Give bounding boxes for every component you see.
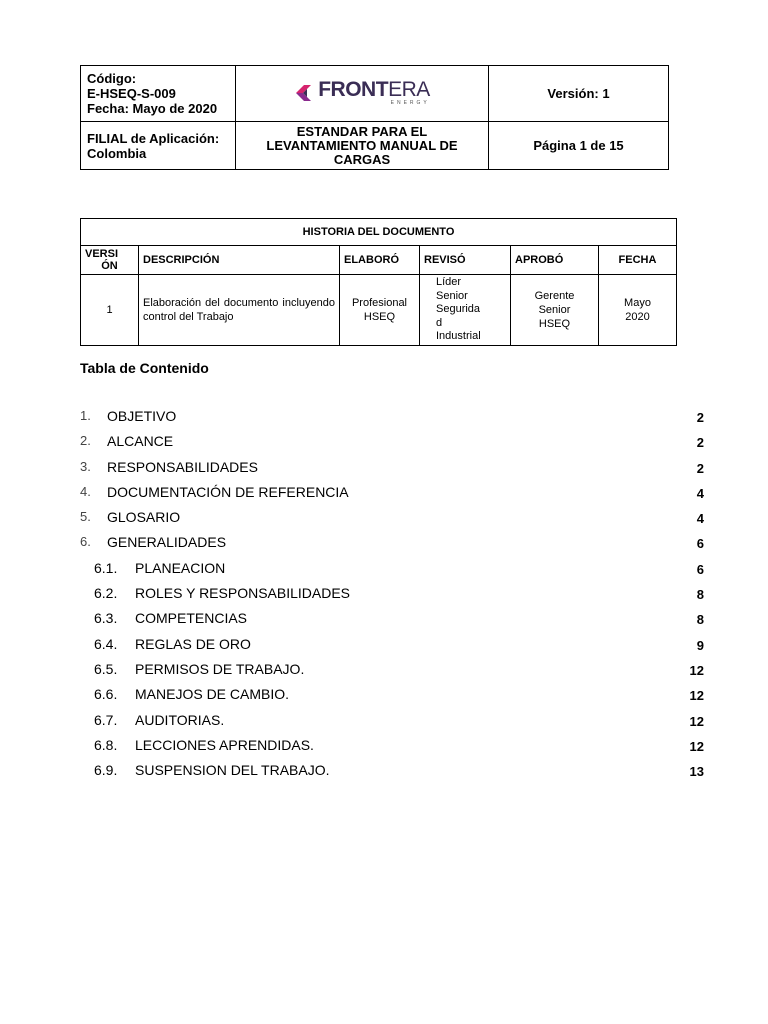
- filial-label: FILIAL de Aplicación:: [87, 130, 220, 146]
- toc-entry-label: OBJETIVO: [107, 408, 177, 424]
- toc-entry-label: RESPONSABILIDADES: [107, 458, 258, 475]
- row-reviso-line-5: Industrial: [436, 330, 481, 343]
- logo-cell: [236, 66, 489, 122]
- toc-entry-page: 13: [689, 764, 704, 780]
- row-descripcion: Elaboración del documento incluyendo control del Trabajo: [139, 275, 340, 346]
- toc-entry[interactable]: [80, 760, 704, 785]
- codigo-value: E-HSEQ-S-009: [87, 86, 176, 101]
- col-descripcion: DESCRIPCIÓN: [139, 246, 340, 275]
- frontera-logo-icon: [294, 83, 314, 103]
- toc-entry-page: 6: [696, 536, 704, 552]
- col-version-line-1: VERSI: [85, 248, 119, 260]
- row-reviso: [420, 275, 511, 346]
- toc-entry-number: 6.1.: [94, 559, 118, 576]
- toc-entry-number: 6.9.: [94, 762, 118, 779]
- toc-entry-number: 2.: [80, 433, 91, 449]
- toc-entry-label: PERMISOS DE TRABAJO.: [135, 660, 305, 677]
- toc-entry[interactable]: [80, 684, 704, 709]
- row-aprobo-line-2: Senior: [538, 304, 571, 316]
- toc-entry-page: 9: [696, 637, 704, 653]
- toc-entry-page: 2: [696, 410, 704, 425]
- row-aprobo-line-3: HSEQ: [538, 318, 571, 330]
- version-text: Versión: 1: [547, 86, 610, 101]
- toc-entry[interactable]: [80, 710, 704, 735]
- toc-entry-page: 2: [696, 460, 704, 476]
- toc-entry-label: DOCUMENTACIÓN DE REFERENCIA: [107, 483, 349, 500]
- toc-entry-number: 6.8.: [94, 736, 118, 753]
- toc-entry-number: 4.: [80, 483, 91, 499]
- toc-entry[interactable]: [80, 406, 704, 431]
- toc-entry-page: 6: [696, 561, 704, 577]
- toc-entry-label: PLANEACION: [135, 559, 226, 576]
- filial-cell: [81, 122, 236, 170]
- col-version: [81, 246, 139, 275]
- toc-entry[interactable]: [80, 659, 704, 684]
- row-aprobo: [511, 275, 599, 346]
- row-elaboro: [340, 275, 420, 346]
- toc-entry-label: SUSPENSION DEL TRABAJO.: [135, 762, 330, 779]
- logo-word-a: FRONT: [318, 78, 389, 102]
- toc-entry-number: 6.: [80, 534, 91, 550]
- toc-entry-page: 12: [689, 662, 704, 678]
- toc-entry-label: COMPETENCIAS: [135, 610, 248, 627]
- history-title: HISTORIA DEL DOCUMENTO: [81, 219, 677, 246]
- table-of-contents: [80, 406, 704, 785]
- pagina-text: Página 1 de 15: [533, 138, 624, 153]
- toc-entry-label: LECCIONES APRENDIDAS.: [135, 736, 314, 753]
- toc-entry-label: MANEJOS DE CAMBIO.: [135, 686, 290, 703]
- toc-entry-number: 5.: [80, 509, 91, 525]
- toc-entry-label: ROLES Y RESPONSABILIDADES: [135, 585, 351, 602]
- toc-entry[interactable]: [80, 532, 704, 557]
- row-version: 1: [81, 275, 139, 346]
- title-line-3: CARGAS: [333, 151, 391, 167]
- document-header-table: [80, 65, 669, 170]
- row-reviso-line-1: Líder: [436, 276, 462, 289]
- toc-entry-page: 12: [689, 688, 704, 704]
- row-reviso-line-4: d: [436, 316, 443, 329]
- row-elaboro-line-1: Profesional: [351, 297, 408, 309]
- logo-word-b: ERA: [388, 78, 430, 102]
- toc-entry[interactable]: [80, 583, 704, 608]
- col-reviso: REVISÓ: [420, 246, 511, 275]
- toc-entry-page: 4: [696, 511, 704, 527]
- row-elaboro-line-2: HSEQ: [363, 311, 396, 323]
- frontera-logo: [294, 79, 430, 106]
- toc-entry[interactable]: [80, 558, 704, 583]
- toc-entry-label: GLOSARIO: [107, 509, 181, 526]
- toc-entry[interactable]: [80, 634, 704, 659]
- row-fecha-line-1: Mayo: [624, 297, 651, 309]
- toc-entry-label: REGLAS DE ORO: [135, 635, 251, 652]
- toc-entry-page: 8: [696, 587, 704, 603]
- col-fecha: FECHA: [599, 246, 677, 275]
- toc-entry-page: 12: [689, 738, 704, 754]
- toc-entry[interactable]: [80, 507, 704, 532]
- row-fecha: [599, 275, 677, 346]
- document-title-cell: [236, 122, 489, 170]
- pagina-cell: [489, 122, 669, 170]
- toc-entry-page: 2: [696, 435, 704, 451]
- col-aprobo: APROBÓ: [511, 246, 599, 275]
- logo-subtitle: ENERGY: [390, 100, 430, 107]
- col-version-line-2: ÓN: [101, 260, 118, 272]
- toc-entry-label: AUDITORIAS.: [135, 711, 225, 728]
- row-fecha-line-2: 2020: [625, 311, 650, 323]
- toc-entry-number: 6.5.: [94, 660, 118, 677]
- toc-entry-label: GENERALIDADES: [107, 534, 227, 551]
- toc-entry[interactable]: [80, 482, 704, 507]
- toc-entry-number: 1.: [80, 408, 91, 423]
- toc-entry-number: 6.4.: [94, 635, 118, 652]
- fecha-text: Fecha: Mayo de 2020: [87, 101, 218, 116]
- toc-entry-number: 3.: [80, 458, 91, 474]
- row-aprobo-line-1: Gerente: [534, 290, 575, 302]
- toc-entry-page: 4: [696, 485, 704, 501]
- toc-entry-page: 8: [696, 612, 704, 628]
- toc-title: Tabla de Contenido: [80, 360, 209, 376]
- row-reviso-line-3: Segurida: [436, 303, 481, 316]
- row-reviso-line-2: Senior: [436, 289, 468, 302]
- toc-entry[interactable]: [80, 608, 704, 633]
- toc-entry-page: 12: [689, 713, 704, 729]
- toc-entry[interactable]: [80, 457, 704, 482]
- toc-entry-number: 6.6.: [94, 686, 118, 703]
- codigo-cell: [81, 66, 236, 122]
- col-elaboro: ELABORÓ: [340, 246, 420, 275]
- toc-entry-number: 6.2.: [94, 585, 118, 602]
- toc-entry-label: ALCANCE: [107, 433, 174, 450]
- title-line-1: ESTANDAR PARA EL: [296, 123, 428, 139]
- version-cell: [489, 66, 669, 122]
- toc-entry[interactable]: [80, 735, 704, 760]
- toc-entry[interactable]: [80, 431, 704, 456]
- codigo-label: Código:: [87, 71, 137, 86]
- toc-entry-number: 6.3.: [94, 610, 118, 627]
- title-line-2: LEVANTAMIENTO MANUAL DE: [266, 137, 458, 153]
- document-history-table: [80, 218, 677, 346]
- filial-value: Colombia: [87, 145, 147, 161]
- toc-entry-number: 6.7.: [94, 711, 118, 728]
- table-row: [81, 275, 677, 346]
